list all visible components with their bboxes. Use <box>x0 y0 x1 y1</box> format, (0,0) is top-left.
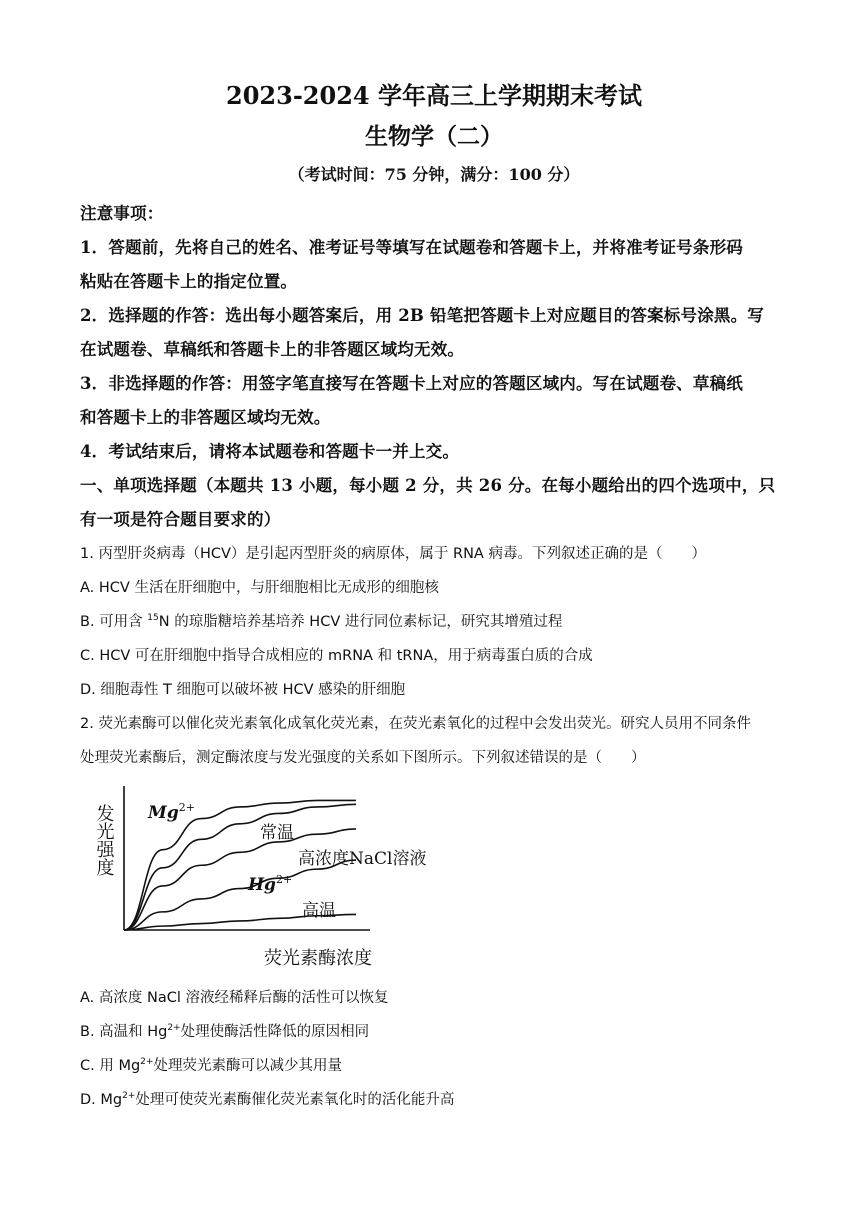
notice-heading: 注意事项： <box>80 204 164 223</box>
series-label-3: $Hg^{2+}$ <box>248 873 293 895</box>
notice-item-1-line1: 1．答题前，先将自己的姓名、准考证号等填写在试题卷和答题卡上，并将准考证号条形码 <box>80 238 743 257</box>
x-axis-label: 荧光素酶浓度 <box>264 948 372 969</box>
q1-stem: 1. 丙型肝炎病毒（HCV）是引起丙型肝炎的病原体，属于 RNA 病毒。下列叙述正确的是（ ） <box>80 546 706 562</box>
q2-stem-line1: 2. 荧光素酶可以催化荧光素氧化成氧化荧光素，在荧光素氧化的过程中会发出荧光。研究人员用不同条件 <box>80 716 751 732</box>
q2-option-d: D. $Mg^{2+}$处理可使荧光素酶催化荧光素氧化时的活化能升高 <box>80 1091 455 1108</box>
q1-option-b: B. 可用含 $^{15}$N 的琼脂糖培养基培养 HCV 进行同位素标记，研究其增殖过程 <box>80 613 563 630</box>
exam-subject: 生物学（二） <box>365 123 503 150</box>
section-heading-line2: 有一项是符合题目要求的） <box>80 510 281 529</box>
notice-item-3-line2: 和答题卡上的非答题区域均无效。 <box>80 408 331 427</box>
q1-option-c: C. HCV 可在肝细胞中指导合成相应的 mRNA 和 tRNA，用于病毒蛋白质的合成 <box>80 648 593 664</box>
enzyme-activity-chart <box>90 784 450 974</box>
chart-svg <box>90 784 450 974</box>
series-label-0: $Mg^{2+}$ <box>148 801 195 823</box>
exam-info: （考试时间：75 分钟，满分：100 分） <box>288 165 580 184</box>
series-label-2: 高浓度NaCl溶液 <box>298 849 427 869</box>
notice-item-2-line1: 2．选择题的作答：选出每小题答案后，用 2B 铅笔把答题卡上对应题目的答案标号涂黑。写 <box>80 306 764 325</box>
y-axis-label: 发光强度 <box>93 804 115 876</box>
q2-stem-line2: 处理荧光素酶后，测定酶浓度与发光强度的关系如下图所示。下列叙述错误的是（ ） <box>80 750 646 766</box>
q2-option-a: A. 高浓度 NaCl 溶液经稀释后酶的活性可以恢复 <box>80 990 389 1006</box>
series-label-4: 高温 <box>302 901 336 921</box>
q2-option-c: C. 用 $Mg^{2+}$处理荧光素酶可以减少其用量 <box>80 1057 342 1074</box>
series-label-1: 常温 <box>260 823 294 843</box>
q2-option-b: B. 高温和 $Hg^{2+}$处理使酶活性降低的原因相同 <box>80 1023 370 1040</box>
q1-option-a: A. HCV 生活在肝细胞中，与肝细胞相比无成形的细胞核 <box>80 580 439 596</box>
notice-item-2-line2: 在试题卷、草稿纸和答题卡上的非答题区域均无效。 <box>80 340 465 359</box>
exam-title: 2023-2024 学年高三上学期期末考试 <box>226 81 642 110</box>
notice-item-4: 4．考试结束后，请将本试题卷和答题卡一并上交。 <box>80 442 460 461</box>
section-heading-line1: 一、单项选择题（本题共 13 小题，每小题 2 分，共 26 分。在每小题给出的四个选项中，只 <box>80 476 776 495</box>
notice-item-1-line2: 粘贴在答题卡上的指定位置。 <box>80 272 298 291</box>
q1-option-d: D. 细胞毒性 T 细胞可以破坏被 HCV 感染的肝细胞 <box>80 682 406 698</box>
notice-item-3-line1: 3．非选择题的作答：用签字笔直接写在答题卡上对应的答题区域内。写在试题卷、草稿纸 <box>80 374 743 393</box>
